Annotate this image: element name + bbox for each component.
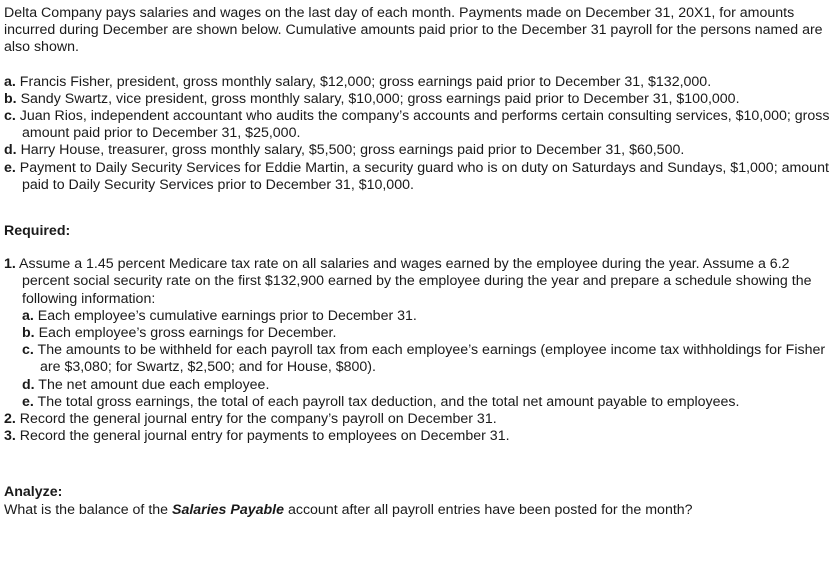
sub-item-text: Each employee’s cumulative earnings prior to December 31. <box>37 307 417 324</box>
list-marker: b. <box>22 325 35 342</box>
analyze-question <box>4 502 834 519</box>
list-marker: e. <box>22 393 34 410</box>
list-marker: d. <box>4 142 17 159</box>
analyze-text-after: account after all payroll entries have been posted for the month? <box>284 501 693 518</box>
list-marker: 3. <box>4 428 16 445</box>
sub-item-e <box>4 394 834 411</box>
list-item-text: Juan Rios, independent accountant who audits the company’s accounts and performs certain consulting services, $10,000; gross amount paid prior to December 31, $25,000. <box>19 108 830 142</box>
required-item-1 <box>4 256 834 308</box>
list-marker: e. <box>4 159 16 176</box>
list-item-text: Sandy Swartz, vice president, gross monthly salary, $10,000; gross earnings paid prior to December 31, $100,000. <box>20 90 740 107</box>
list-marker: 1. <box>4 256 16 273</box>
account-name: Salaries Payable <box>172 501 285 518</box>
list-item-a <box>4 74 834 91</box>
employee-list <box>4 74 834 194</box>
list-marker: 2. <box>4 411 16 428</box>
list-marker: a. <box>22 307 34 324</box>
sub-item-text: The total gross earnings, the total of each payroll tax deduction, and the total net amount payable to employees. <box>37 393 740 410</box>
required-list-continued <box>4 411 834 445</box>
list-marker: c. <box>4 108 16 125</box>
sub-item-text: The amounts to be withheld for each payroll tax from each employee’s earnings (employee income tax withholdings for Fisher are $3,080; for Swartz, $2,500; and for House, $800). <box>37 342 826 376</box>
list-marker: d. <box>22 376 35 393</box>
list-item-text: Francis Fisher, president, gross monthly salary, $12,000; gross earnings paid prior to December 31, $132,000. <box>19 73 712 90</box>
sub-item-text: The net amount due each employee. <box>38 376 270 393</box>
required-heading: Required: <box>4 223 71 240</box>
list-item-c <box>4 108 834 142</box>
sub-item-c <box>4 342 834 376</box>
required-list <box>4 256 834 308</box>
list-marker: a. <box>4 73 16 90</box>
sub-item-a <box>4 308 834 325</box>
required-item-text: Record the general journal entry for payments to employees on December 31. <box>19 428 510 445</box>
intro-paragraph: Delta Company pays salaries and wages on the last day of each month. Payments made on December 31, 20X1, for amounts incurred during December are shown below. Cumulative amounts paid prior to the December 31 payroll for the persons named are also shown. <box>4 5 823 56</box>
required-item-text: Record the general journal entry for the company’s payroll on December 31. <box>19 411 497 428</box>
sub-item-text: Each employee’s gross earnings for December. <box>38 325 337 342</box>
required-item-text: Assume a 1.45 percent Medicare tax rate on all salaries and wages earned by the employee during the year. Assume a 6.2 percent social security rate on the first $132,900 earned by the employee during the year and prepare a schedule showing the following information: <box>19 256 812 307</box>
analyze-heading: Analyze: <box>4 484 63 501</box>
required-item-3 <box>4 428 834 445</box>
list-item-d <box>4 142 834 159</box>
list-marker: c. <box>22 342 34 359</box>
sub-item-b <box>4 325 834 342</box>
list-item-b <box>4 91 834 108</box>
sub-item-d <box>4 377 834 394</box>
list-item-text: Harry House, treasurer, gross monthly salary, $5,500; gross earnings paid prior to December 31, $60,500. <box>20 142 685 159</box>
list-item-text: Payment to Daily Security Services for Eddie Martin, a security guard who is on duty on Saturdays and Sundays, $1,000; amount paid to Daily Security Services prior to December 31, $10,000. <box>19 159 829 193</box>
analyze-text-before: What is the balance of the <box>4 501 172 518</box>
required-item-2 <box>4 411 834 428</box>
required-sub-list <box>4 308 834 411</box>
list-item-e <box>4 160 834 194</box>
list-marker: b. <box>4 90 17 107</box>
